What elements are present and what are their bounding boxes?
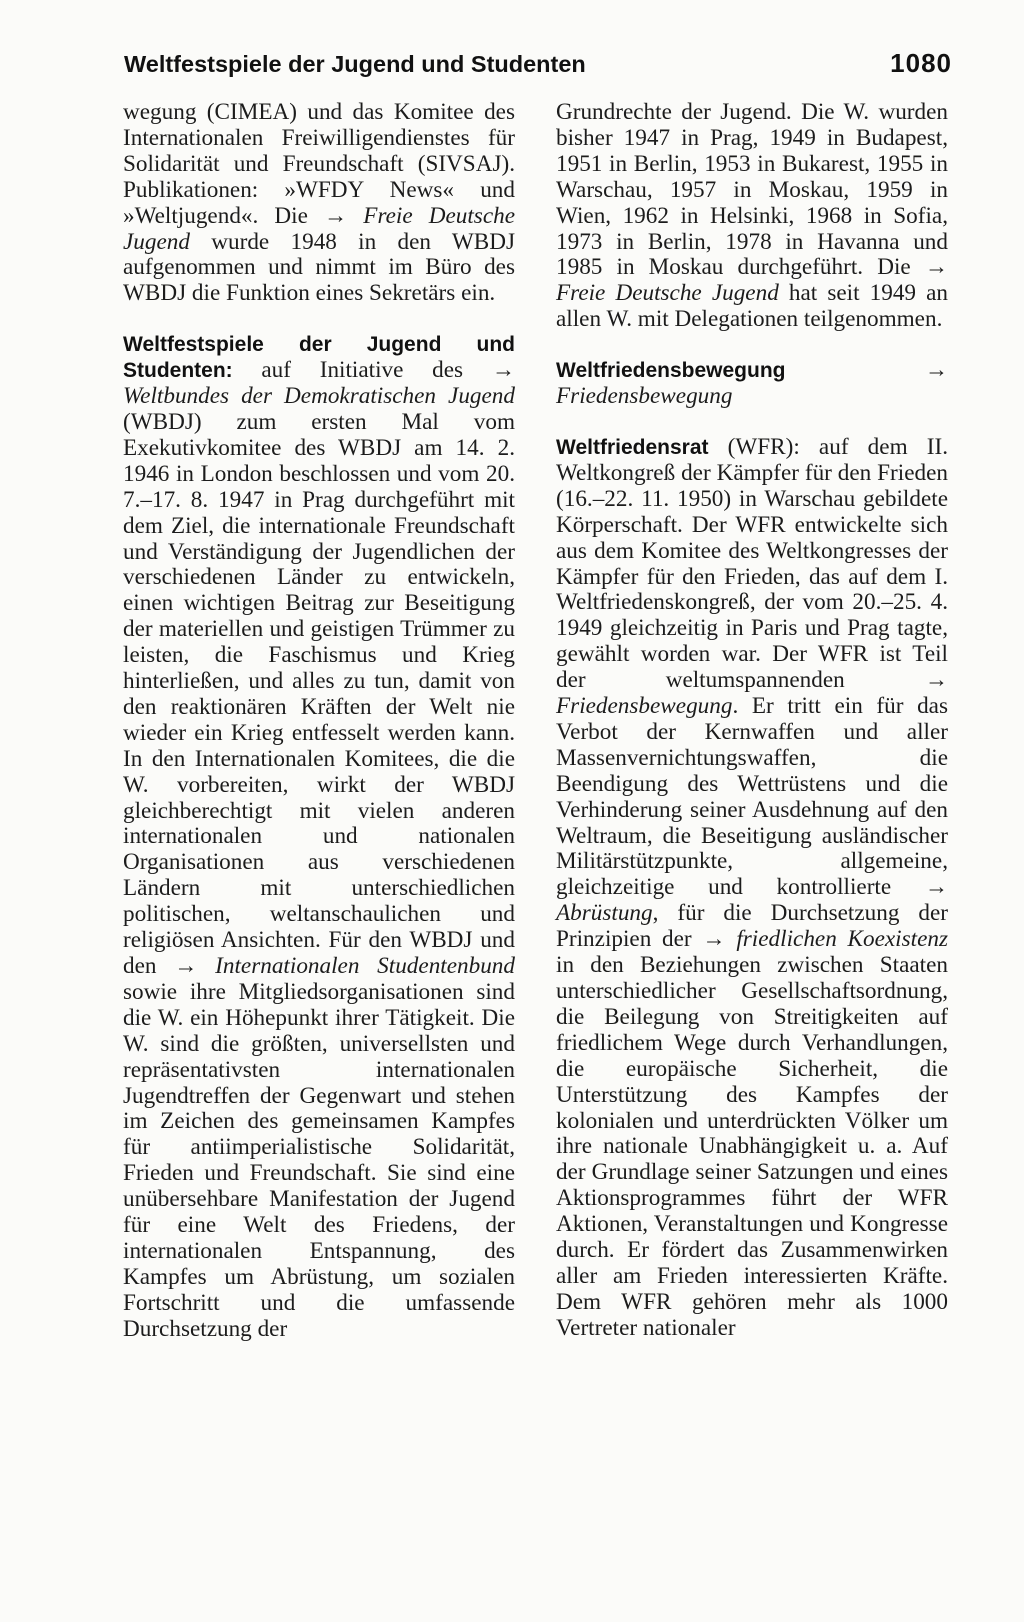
page-number: 1080 [890,48,952,78]
cross-reference-arrow-icon: → [174,953,198,979]
body-text: sowie ihre Mitgliedsorganisationen sind die W. ein Höhepunkt ihrer Tätigkeit. Die W. sind die größten, universellsten und repräsentativsten internationalen Jugendtreffen der Gegenwart und stehen im Zeichen des gemeinsamen Kampfes für antiimperialistische Solidarität, Frieden und Freundschaft. Sie sind eine unübersehbare Manifestation der Jugend für eine Welt des Friedens, der internationalen Entspannung, des Kampfes um Abrüstung, um sozialen Fortschritt und die umfassende Durchsetzung der [123,978,515,1342]
body-text: wegung (CIMEA) und das Komitee des Internationalen Freiwilligendienstes für Solidarität und Freundschaft (SIVSAJ). Publikationen: »WFDY News« und »Weltjugend«. Die [123,99,515,229]
entry-continuation-weltfestspiele [556,100,948,333]
cross-reference-link[interactable]: Friedensbewegung [556,383,733,410]
body-text: Grundrechte der Jugend. Die W. wurden bisher 1947 in Prag, 1949 in Budapest, 1951 in Berlin, 1953 in Bukarest, 1955 in Warschau, 1957 in Moskau, 1959 in Wien, 1962 in Helsinki, 1968 in Sofia, 1973 in Berlin, 1978 in Havanna und 1985 in Moskau durchgeführt. Die [556,99,948,281]
cross-reference-arrow-icon: → [491,357,515,384]
cross-reference-link[interactable]: Weltbundes der Demokratischen Jugend [123,383,515,410]
cross-reference-arrow-icon: → [924,667,948,694]
body-text: hat seit 1949 an allen W. mit Delegationen teilgenommen. [556,280,948,333]
entry-headword: Weltfriedensrat [556,435,709,459]
entry-weltfriedensrat [556,435,948,1342]
cross-reference-link[interactable]: Friedensbewegung [556,693,733,720]
cross-reference-link[interactable]: Freie Deutsche Jugend [123,202,516,255]
right-column [556,100,948,1342]
entry-weltfestspiele [123,332,515,1342]
cross-reference-arrow-icon: → [323,202,348,229]
entry-headword: Weltfestspiele der Jugend und Studenten: [123,333,515,383]
cross-reference-link[interactable]: friedlichen Koexistenz [736,926,948,953]
body-text: , für die Durchsetzung der Prinzipien der [556,900,948,953]
cross-reference-arrow-icon: → [924,357,948,384]
cross-reference-arrow-icon: → [924,874,948,901]
body-text: auf Initiative des [232,357,492,384]
entry-headword: Weltfriedensbewegung [556,359,786,383]
cross-reference-link[interactable]: Abrüstung [556,900,653,927]
running-head [124,48,952,79]
body-text: (WFR): auf dem II. Weltkongreß der Kämpfer für den Frieden (16.–22. 11. 1950) in Warschau gebildete Körperschaft. Der WFR entwickelte sich aus dem Komitee des Weltkongresses der Kämpfer für den Frieden, das auf dem I. Weltfriedenskongreß, der vom 20.–25. 4. 1949 gleichzeitig in Paris und Prag tagte, gewählt worden war. Der WFR ist Teil der weltumspannenden [556,433,948,694]
body-text: . Er tritt ein für das Verbot der Kernwaffen und aller Massenvernichtungswaffen, die Beendigung des Wettrüstens und die Verhinderung seiner Ausdehnung auf den Weltraum, die Beseitigung ausländischer Militärstützpunkte, allgemeine, gleichzeitige und kontrollierte [556,693,948,901]
entry-continuation-wbdj [123,100,515,307]
cross-reference-arrow-icon: → [702,926,726,953]
body-text: in den Beziehungen zwischen Staaten unterschiedlicher Gesellschaftsordnung, die Beilegung von Streitigkeiten auf friedlichem Wege durch Verhandlungen, die europäische Sicherheit, die Unterstützung des Kampfes der kolonialen und unterdrückten Völker um ihre nationale Unabhängigkeit u. a. Auf der Grundlage seiner Satzungen und eines Aktionsprogrammes führt der WFR Aktionen, Veranstaltungen und Kongresse durch. Er fördert das Zusammenwirken aller am Frieden interessierten Kräfte. Dem WFR gehören mehr als 1000 Vertreter nationaler [556,952,948,1341]
cross-reference-arrow-icon: → [924,254,948,281]
body-text: wurde 1948 in den WBDJ aufgenommen und nimmt im Büro des WBDJ die Funktion eines Sekretärs ein. [123,228,515,307]
body-text: (WBDJ) zum ersten Mal vom Exekutivkomitee des WBDJ am 14. 2. 1946 in London beschlossen und vom 20. 7.–17. 8. 1947 in Prag durchgeführt mit dem Ziel, die internationale Freundschaft und Verständigung der Jugendlichen der verschiedenen Länder zu entwickeln, einen wichtigen Beitrag zur Beseitigung der materiellen und geistigen Trümmer zu leisten, die Faschismus und Krieg hinterließen, und alles zu tun, damit von den reaktionären Kräften der Welt nie wieder ein Krieg entfesselt werden kann. In den Internationalen Komitees, die die W. vorbereiten, wirkt der WBDJ gleichberechtigt mit vielen anderen internationalen und nationalen Organisationen aus verschiedenen Ländern mit unterschiedlichen politischen, weltanschaulichen und religiösen Ansichten. Für den WBDJ und den [123,408,515,979]
left-column [123,100,515,1343]
running-head-title: Weltfestspiele der Jugend und Studenten [124,51,586,77]
cross-reference-link[interactable]: Internationalen Studentenbund [215,953,515,979]
cross-reference-link[interactable]: Freie Deutsche Jugend [556,280,779,307]
entry-weltfriedensbewegung [556,358,948,410]
